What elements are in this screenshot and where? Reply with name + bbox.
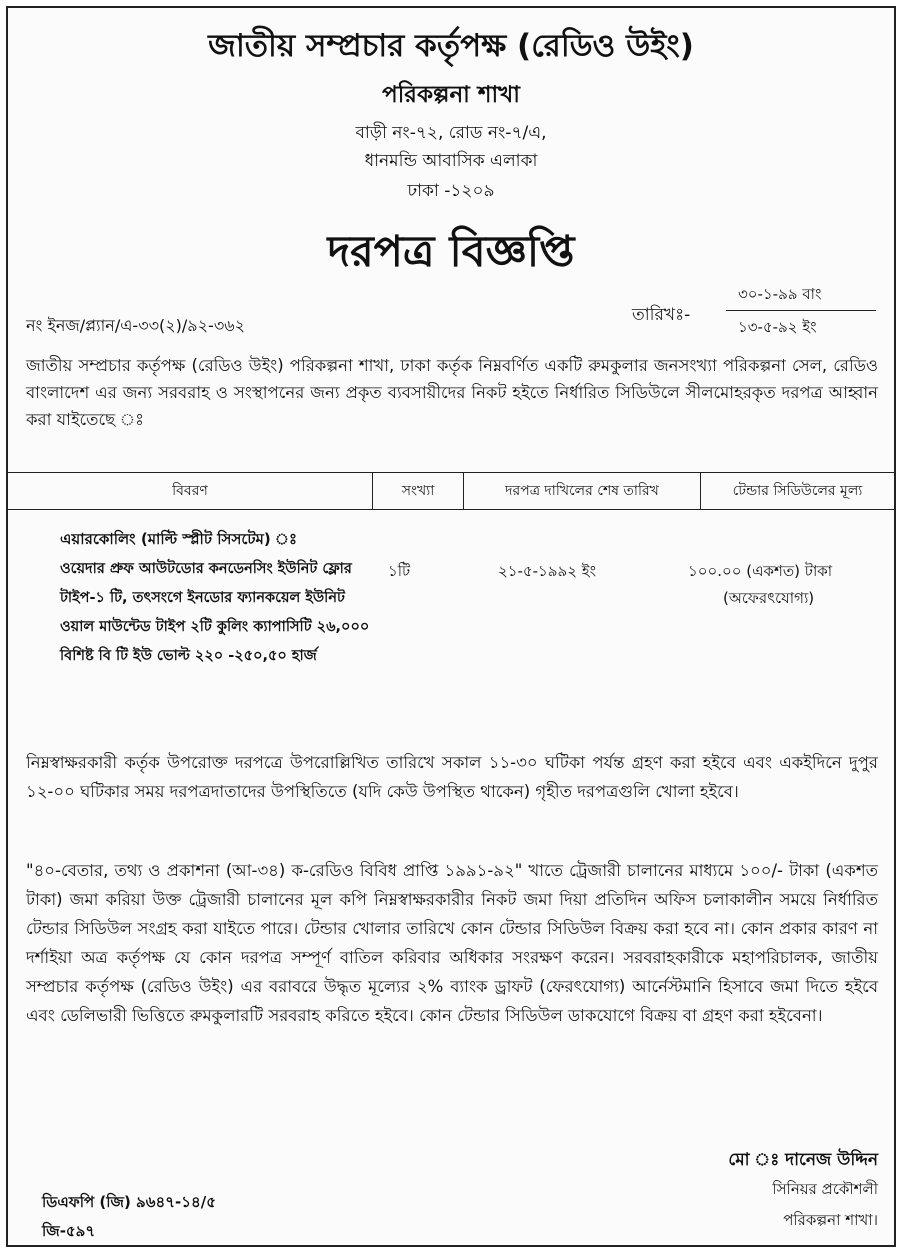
- date-english: ১৩-৫-৯২ ইং: [738, 318, 817, 336]
- item-price: ১০০.০০ (একশত) টাকা: [688, 562, 833, 580]
- organization-name: জাতীয় সম্প্রচার কর্তৃপক্ষ (রেডিও উইং): [208, 28, 694, 64]
- signatory-department: পরিকল্পনা শাখা।: [783, 1211, 878, 1229]
- intro-paragraph: জাতীয় সম্প্রচার কর্তৃপক্ষ (রেডিও উইং) পরিকল্পনা শাখা, ঢাকা কর্তৃক নিম্নবর্ণিত একটি রুমকুলার জনসংখ্যা পরিকল্পনা সেল, রেডিও বাংলাদেশ এর জন্য সরবরাহ ও সংস্থাপনের জন্য প্রকৃত ব্যবসায়ীদের নিকট হইতে নির্ধারিত সিডিউলে সীলমোহরকৃত দরপত্র আহ্বান করা যাইতেছে ঃ: [26, 356, 878, 429]
- signatory-name: মো ঃ দানেজ উদ্দিন: [728, 1150, 878, 1170]
- table-header-row: [8, 473, 894, 510]
- tender-notice-page: [6, 6, 896, 1247]
- signatory-designation: সিনিয়র প্রকৌশলী: [772, 1180, 878, 1198]
- item-title: এয়ারকোলিং (মাল্টি স্প্লীট সিসটেম) ঃ: [60, 530, 297, 548]
- header-due-date: দরপত্র দাখিলের শেষ তারিখ: [464, 473, 701, 510]
- item-description: ওয়েদার প্রুফ আউটডোর কনডেনসিং ইউনিট ফ্লোর টাইপ-১ টি, তৎসংগে ইনডোর ফ্যানকয়েল ইউনিট ওয়াল মাউন্টেড টাইপ ২টি কুলিং ক্যাপাসিটি ২৬,০০০ বিশিষ্ট বি টি ইউ ভোল্ট ২২০ -২৫০,৫০ হার্জ: [60, 561, 370, 664]
- footer-reference: ডিএফপি (জি) ৯৬৪৭-১৪/৫: [42, 1193, 216, 1211]
- tender-table: [8, 472, 894, 510]
- notice-title: দরপত্র বিজ্ঞপ্তি: [327, 227, 575, 277]
- paragraph-opening: নিম্নস্বাক্ষরকারী কর্তৃক উপরোক্ত দরপত্রে উপরোল্লিখিত তারিখে সকাল ১১-৩০ ঘটিকা পর্যন্ত গ্রহণ করা হইবে এবং একইদিনে দুপুর ১২-০০ ঘটিকার সময় দরপত্রদাতাদের উপস্থিতিতে (যদি কেউ উপস্থিত থাকেন) গৃহীত দরপত্রগুলি খোলা হইবে।: [26, 753, 878, 801]
- header-description: বিবরণ: [8, 473, 373, 510]
- item-due-date: ২১-৫-১৯৯২ ইং: [498, 562, 597, 580]
- reference-number: নং ইনজ/প্ল্যান/এ-৩৩(২)/৯২-৩৬২: [26, 316, 246, 335]
- date-label: তারিখঃ-: [632, 305, 691, 325]
- footer-code: জি-৫৯৭: [42, 1222, 96, 1240]
- header-quantity: সংখ্যা: [373, 473, 464, 510]
- date-divider: [726, 310, 876, 311]
- item-quantity: ১টি: [388, 562, 411, 580]
- address-line-3: ঢাকা -১২০৯: [407, 181, 495, 201]
- paragraph-terms: "৪০-বেতার, তথ্য ও প্রকাশনা (আ-৩৪) ক-রেডিও বিবিধ প্রাপ্তি ১৯৯১-৯২" খাতে ট্রেজারী চালানের মাধ্যমে ১০০/- টাকা (একশত টাকা) জমা করিয়া উক্ত ট্রেজারী চালানের মূল কপি নিম্নস্বাক্ষরকারীর নিকট জমা দিয়া প্রতিদিন অফিস চলাকালীন সময়ে নির্ধারিত টেন্ডার সিডিউল সংগ্রহ করা যাইতে পারে। টেন্ডার খোলার তারিখে কোন টেন্ডার সিডিউল বিক্রয় করা হবে না। কোন প্রকার কারণ না দর্শাইয়া অত্র কর্তৃপক্ষ যে কোন দরপত্র সম্পূর্ণ বাতিল করিবার অধিকার সংরক্ষণ করেন। সরবরাহকারীকে মহাপরিচালক, জাতীয় সম্প্রচার কর্তৃপক্ষ (রেডিও উইং) এর বরাবরে উদ্ধৃত মূল্যের ২% ব্যাংক ড্রাফট (ফেরৎযোগ্য) আর্নেস্টমানি হিসাবে জমা দিতে হইবে এবং ডেলিভারী ভিত্তিতে রুমকুলারটি সরবরাহ করিতে হইবে। কোন টেন্ডার সিডিউল ডাকযোগে বিক্রয় বা গ্রহণ করা হইবেনা।: [26, 861, 878, 1025]
- branch-name: পরিকল্পনা শাখা: [382, 82, 520, 108]
- address-line-1: বাড়ী নং-৭২, রোড নং-৭/এ,: [355, 123, 547, 143]
- date-bangla: ৩০-১-৯৯ বাং: [738, 285, 822, 303]
- item-price-note: (অফেরৎযোগ্য): [723, 589, 815, 607]
- header-price: টেন্ডার সিডিউলের মূল্য: [701, 473, 895, 510]
- address-line-2: ধানমন্ডি আবাসিক এলাকা: [364, 151, 538, 171]
